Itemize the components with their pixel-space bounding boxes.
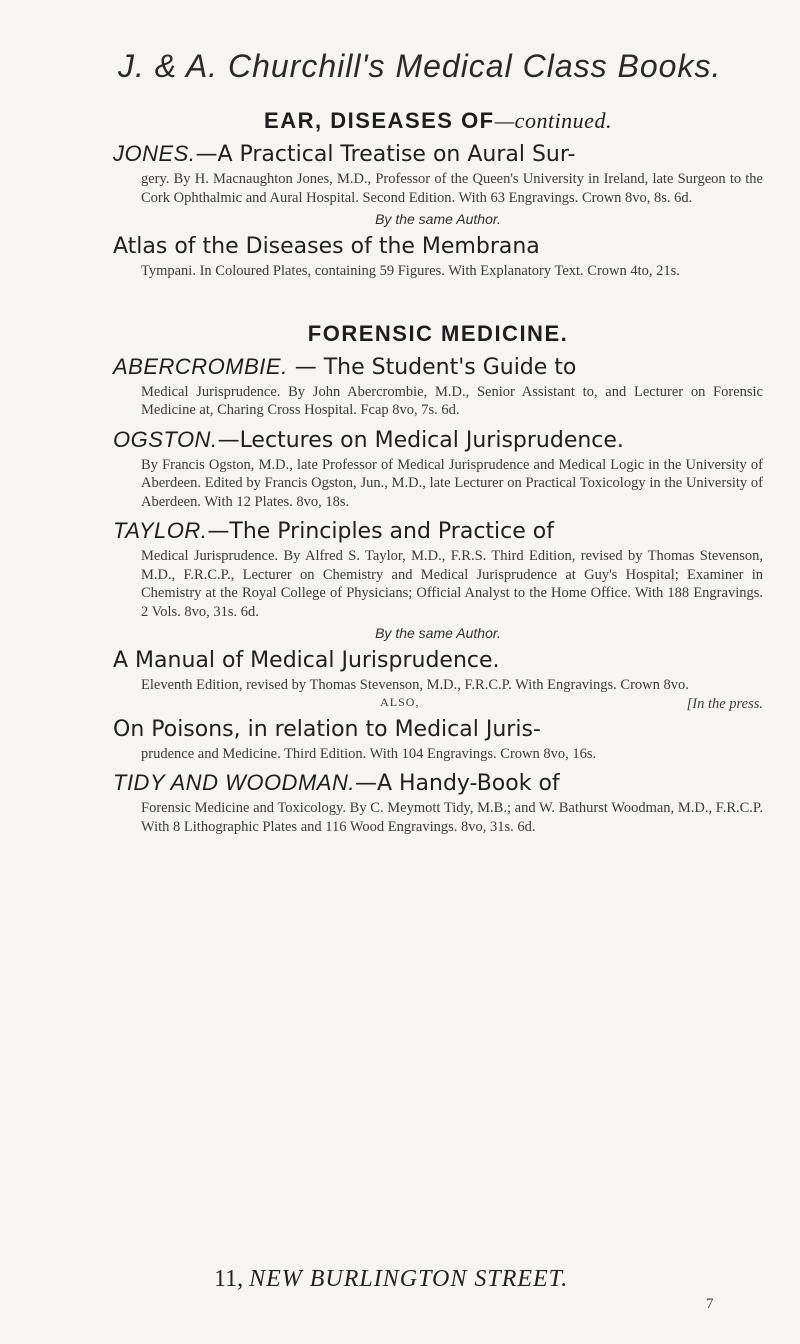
section-heading-ear <box>113 108 763 134</box>
entry-author: TAYLOR. <box>113 518 208 543</box>
publisher-address <box>214 1266 568 1293</box>
section-heading-text: EAR, DISEASES OF <box>264 108 495 133</box>
entry-description: gery. By H. Macnaughton Jones, M.D., Professor of the Queen's University in Ireland, late Surgeon to the Cork Ophthalmic and Aural Hospital. Second Edition. With 63 Engravings. Crown 8vo, 8s. 6d. <box>141 171 763 206</box>
street-name: NEW BURLINGTON STREET. <box>249 1266 569 1292</box>
entry-title-line <box>113 351 763 383</box>
also-label: ALSO, <box>380 694 420 709</box>
byline: By the same Author. <box>375 625 501 641</box>
byline: By the same Author. <box>375 211 501 227</box>
entry-description: Forensic Medicine and Toxicology. By C. Meymott Tidy, M.B.; and W. Bathurst Woodman, M.D., F.R.C.P. With 8 Lithographic Plates and 116 Wood Engravings. 8vo, 31s. 6d. <box>141 800 763 835</box>
entry-description: By Francis Ogston, M.D., late Professor of Medical Jurisprudence and Medical Logic in the University of Aberdeen. Edited by Francis Ogston, Jun., M.D., late Lecturer on Practical Toxicology in the University of Aberdeen. With 12 Plates. 8vo, 18s. <box>141 456 763 510</box>
section-heading-continued: —continued. <box>494 108 612 133</box>
entry-title-line <box>113 424 763 456</box>
running-head: J. & A. Churchill's Medical Class Books. <box>118 48 722 84</box>
entry-description: prudence and Medicine. Third Edition. With 104 Engravings. Crown 8vo, 16s. <box>141 745 597 762</box>
book-entry <box>113 231 763 281</box>
entry-description: Medical Jurisprudence. By Alfred S. Taylor, M.D., F.R.S. Third Edition, revised by Thomas Stevenson, M.D., F.R.C.P., Lecturer on Chemistry and Medical Jurisprudence at Guy's Hospital; Examiner in Chemistry at the Royal College of Physicians; Official Analyst to the Home Office. With 188 Engravings. 2 Vols. 8vo, 31s. 6d. <box>141 548 763 620</box>
entry-title: Atlas of the Diseases of the Membrana <box>113 234 540 259</box>
book-entry <box>113 714 763 764</box>
catalogue-content <box>113 108 763 840</box>
entry-author: ABERCROMBIE. <box>113 353 288 379</box>
book-entry <box>113 138 763 207</box>
entry-description: Tympani. In Coloured Plates, containing 59 Figures. With Explanatory Text. Crown 4to, 21s. <box>141 263 680 279</box>
book-entry <box>113 351 763 420</box>
book-entry <box>113 645 763 710</box>
entry-title: On Poisons, in relation to Medical Juris- <box>113 716 541 742</box>
entry-title: —A Handy-Book of <box>354 771 560 796</box>
entry-author: JONES. <box>113 141 196 166</box>
book-entry <box>113 767 763 836</box>
entry-author: TIDY AND WOODMAN. <box>113 770 355 795</box>
book-entry <box>113 424 763 512</box>
entry-title-line <box>113 138 763 170</box>
entry-author: OGSTON. <box>113 426 218 452</box>
in-press-note: [In the press. <box>686 695 763 712</box>
entry-title: —A Practical Treatise on Aural Sur- <box>195 142 576 167</box>
book-entry <box>113 515 763 621</box>
page-number: 7 <box>706 1296 714 1312</box>
entry-title: — The Student's Guide to <box>287 354 577 380</box>
street-number: 11, <box>214 1266 244 1292</box>
entry-title-line <box>113 515 763 547</box>
entry-description-text: Eleventh Edition, revised by Thomas Stevenson, M.D., F.R.C.P. With Engravings. Crown 8vo. <box>141 677 689 693</box>
entry-title-line <box>113 767 763 799</box>
entry-description: Medical Jurisprudence. By John Abercrombie, M.D., Senior Assistant to, and Lecturer on Forensic Medicine at, Charing Cross Hospital. Fcap 8vo, 7s. 6d. <box>141 383 763 418</box>
entry-title: —Lectures on Medical Jurisprudence. <box>217 427 624 453</box>
entry-title: A Manual of Medical Jurisprudence. <box>113 648 500 673</box>
section-heading-forensic: FORENSIC MEDICINE. <box>307 320 569 346</box>
entry-title: —The Principles and Practice of <box>207 519 554 544</box>
